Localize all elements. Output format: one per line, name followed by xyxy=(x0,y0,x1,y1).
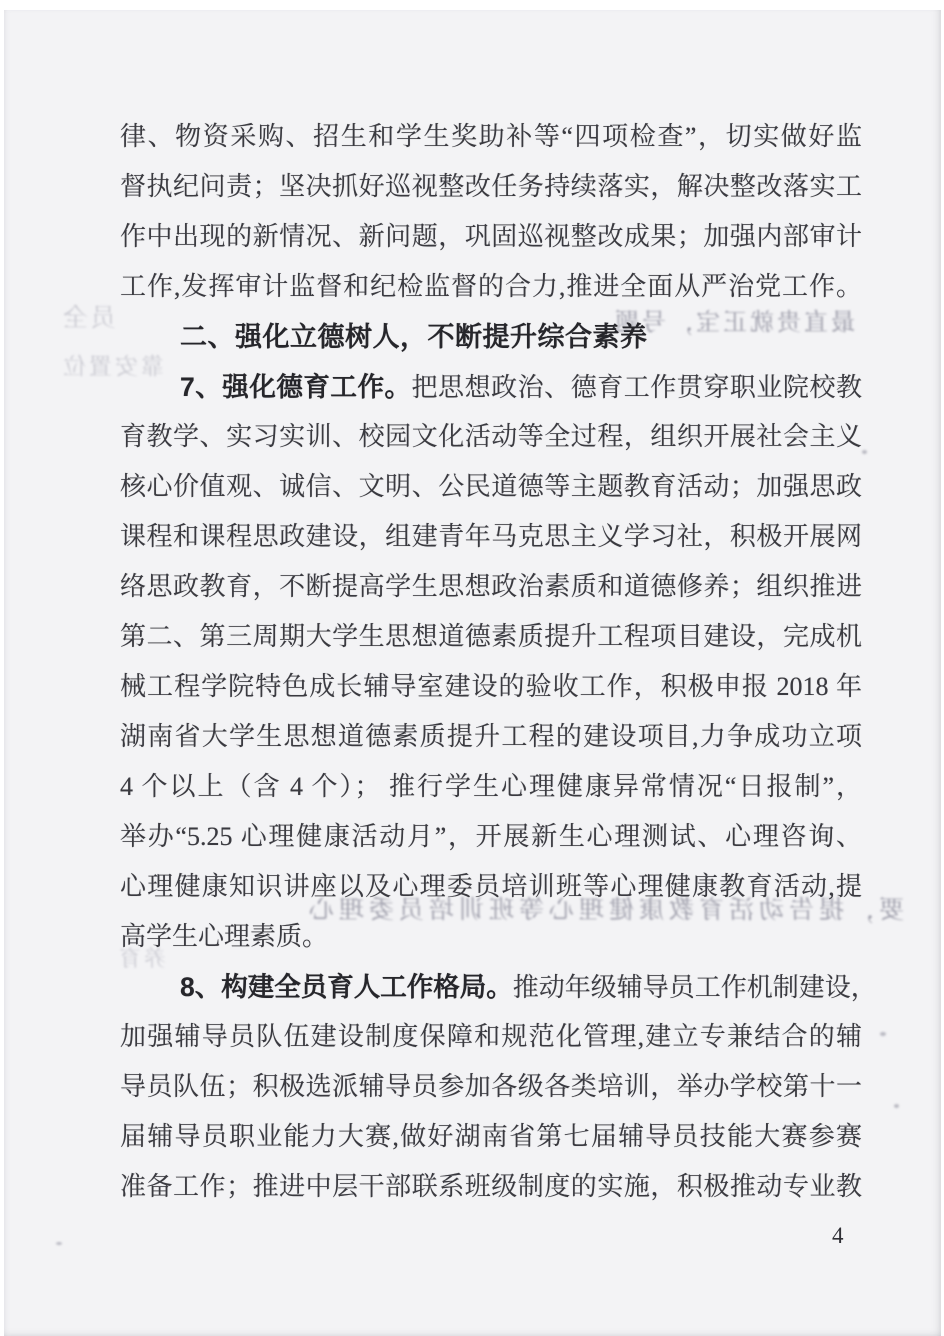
text-line: 导员队伍；积极选派辅导员参加各级各类培训，举办学校第十一 xyxy=(120,1072,862,1101)
text-line: 心理健康知识讲座以及心理委员培训班等心理健康教育活动,提 xyxy=(120,872,862,901)
text-line: 第二、第三周期大学生思想道德素质提升工程项目建设，完成机 xyxy=(120,622,862,651)
text-line: 律、物资采购、招生和学生奖助补等“四项检查”，切实做好监 xyxy=(120,122,862,151)
text-line: 湖南省大学生思想道德素质提升工程的建设项目,力争成功立项 xyxy=(120,722,862,751)
scanned-page xyxy=(4,10,941,1336)
paragraph-lead: 7、强化德育工作。 xyxy=(180,372,412,402)
bleedthrough-text: 要，提告动活育教康健理心等班训培员委理心 xyxy=(304,897,905,924)
section-heading: 二、强化立德树人，不断提升综合素养 xyxy=(180,322,648,352)
paragraph-lead: 8、构建全员育人工作格局。 xyxy=(180,972,513,1002)
page-number: 4 xyxy=(832,1223,844,1248)
text-line: 课程和课程思政建设，组建青年马克思主义学习社，积极开展网 xyxy=(120,522,862,551)
scan-speck xyxy=(56,1242,62,1245)
text-line: 4 个以上（含 4 个）； 推行学生心理健康异常情况“日报制”， xyxy=(120,772,862,801)
text-line: 高学生心理素质。 xyxy=(120,922,329,951)
text-line: 络思政教育，不断提高学生思想政治素质和道德修养；组织推进 xyxy=(120,572,862,601)
document-body xyxy=(120,112,877,1212)
text-line: 届辅导员职业能力大赛,做好湖南省第七届辅导员技能大赛参赛 xyxy=(120,1122,862,1151)
text-line xyxy=(120,962,877,1012)
bleedthrough-text: 养育 xyxy=(116,946,167,971)
text-line: 工作,发挥审计监督和纪检监督的合力,推进全面从严治党工作。 xyxy=(120,272,862,301)
text-line: 作中出现的新情况、新问题，巩固巡视整改成果；加强内部审计 xyxy=(120,222,862,251)
bleedthrough-text: 靠安置位 xyxy=(60,354,164,379)
text-line: 督执纪问责；坚决抓好巡视整改任务持续落实，解决整改落实工 xyxy=(120,172,862,201)
scan-speck xyxy=(880,1032,886,1036)
text-line: 举办“5.25 心理健康活动月”，开展新生心理测试、心理咨询、 xyxy=(120,822,862,851)
scan-speck xyxy=(862,450,867,454)
paragraph-text: 把思想政治、德育工作贯穿职业院校教 xyxy=(411,373,862,402)
scan-speck xyxy=(894,1104,899,1108)
text-line: 育教学、实习实训、校园文化活动等全过程，组织开展社会主义 xyxy=(120,422,862,451)
bleedthrough-text: 最直贵就正宝，号题 xyxy=(612,310,855,336)
text-line: 械工程学院特色成长辅导室建设的验收工作，积极申报 2018 年 xyxy=(120,672,862,701)
text-line: 核心价值观、诚信、文明、公民道德等主题教育活动；加强思政 xyxy=(120,472,862,501)
text-line: 准备工作；推进中层干部联系班级制度的实施，积极推动专业教 xyxy=(120,1172,862,1201)
text-line: 加强辅导员队伍建设制度保障和规范化管理,建立专兼结合的辅 xyxy=(120,1022,862,1051)
paragraph-text: 推动年级辅导员工作机制建设， xyxy=(512,973,877,1002)
bleedthrough-text: 员全 xyxy=(60,305,117,332)
text-line xyxy=(120,362,862,412)
